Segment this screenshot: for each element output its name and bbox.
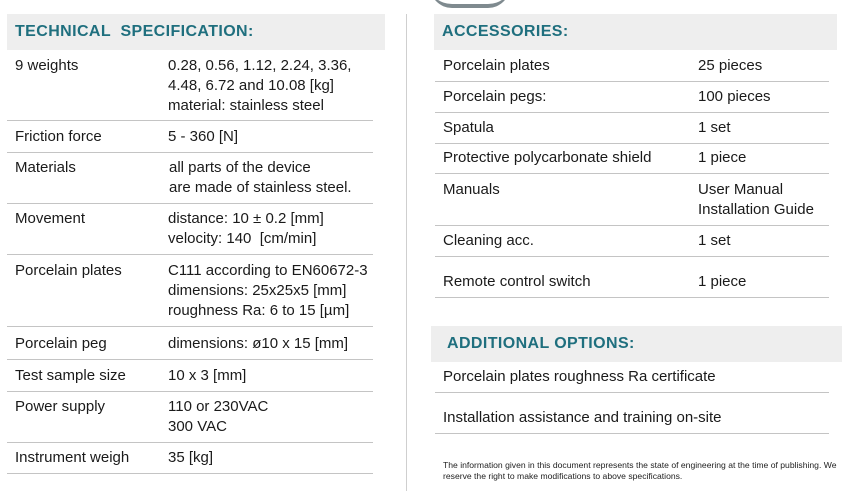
- spec-label: Materials: [15, 159, 76, 176]
- table-row: [435, 118, 829, 144]
- table-row: [7, 448, 373, 474]
- accessory-label: Spatula: [443, 119, 494, 136]
- table-row: [7, 209, 373, 255]
- spec-value: 10 x 3 [mm]: [168, 367, 247, 384]
- table-row: [435, 367, 829, 393]
- spec-value: all parts of the device are made of stainless steel.: [169, 159, 352, 196]
- table-row: [7, 56, 373, 121]
- table-row: [435, 262, 829, 298]
- table-row: [7, 261, 373, 327]
- spec-label: Porcelain peg: [15, 335, 107, 352]
- accessory-value: User Manual Installation Guide: [698, 181, 814, 218]
- table-row: [7, 366, 373, 392]
- spec-label: 9 weights: [15, 57, 79, 74]
- table-row: [7, 397, 373, 443]
- spec-label: Instrument weigh: [15, 449, 130, 466]
- table-row: [435, 148, 829, 174]
- spec-label: Porcelain plates: [15, 262, 122, 279]
- table-row: [435, 180, 829, 226]
- accessory-label: Porcelain plates: [443, 57, 550, 74]
- spec-value: dimensions: ø10 x 15 [mm]: [168, 335, 349, 352]
- column-divider: [406, 14, 407, 491]
- table-row: [435, 231, 829, 257]
- accessory-value: 1 set: [698, 232, 731, 249]
- spec-label: Friction force: [15, 128, 102, 145]
- spec-value: 110 or 230VAC 300 VAC: [168, 398, 269, 435]
- accessory-label: Cleaning acc.: [443, 232, 534, 249]
- table-row: [435, 56, 829, 82]
- accessory-value: 1 piece: [698, 149, 747, 166]
- table-row: [7, 158, 373, 204]
- accessory-value: 25 pieces: [698, 57, 763, 74]
- table-row: [435, 398, 829, 434]
- accessory-label: Protective polycarbonate shield: [443, 149, 652, 166]
- spec-label: Test sample size: [15, 367, 126, 384]
- table-row: [435, 87, 829, 113]
- option-label: Installation assistance and training on-site: [443, 409, 722, 426]
- option-label: Porcelain plates roughness Ra certificate: [443, 368, 716, 385]
- accessory-value: 1 set: [698, 119, 731, 136]
- accessory-label: Remote control switch: [443, 273, 591, 290]
- accessory-label: Porcelain pegs:: [443, 88, 547, 105]
- table-row: [7, 334, 373, 360]
- spec-value: distance: 10 ± 0.2 [mm] velocity: 140 [cm/min]: [168, 210, 324, 247]
- spec-value: 0.28, 0.56, 1.12, 2.24, 3.36, 4.48, 6.72 and 10.08 [kg] material: stainless steel: [168, 57, 352, 114]
- table-row: [7, 127, 373, 153]
- spec-value: C111 according to EN60672-3 dimensions: 25x25x5 [mm] roughness Ra: 6 to 15 [µm]: [168, 262, 368, 319]
- accessory-value: 1 piece: [698, 273, 747, 290]
- spec-value: 5 - 360 [N]: [168, 128, 239, 145]
- accessory-value: 100 pieces: [698, 88, 771, 105]
- additional-options-header: ADDITIONAL OPTIONS:: [431, 326, 842, 362]
- disclaimer-footnote: The information given in this document represents the state of engineering at the time of publishing. We reserve the right to make modifications to above specifications.: [443, 460, 837, 481]
- accessories-header: ACCESSORIES:: [434, 14, 837, 50]
- spec-label: Movement: [15, 210, 86, 227]
- tech-spec-header: TECHNICAL SPECIFICATION:: [7, 14, 385, 50]
- accessory-label: Manuals: [443, 181, 500, 198]
- spec-value: 35 [kg]: [168, 449, 214, 466]
- spec-label: Power supply: [15, 398, 106, 415]
- top-decorative-arc: [430, 0, 510, 8]
